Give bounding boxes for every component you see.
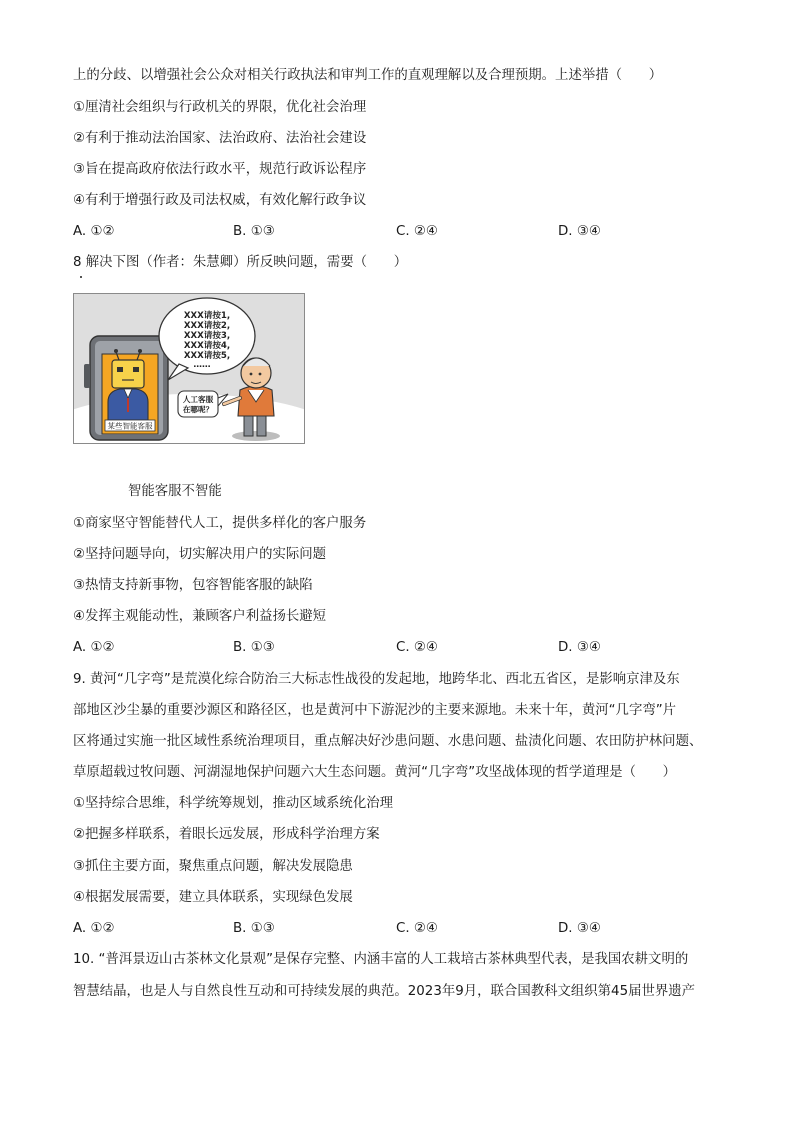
q7-item-2: ②有利于推动法治国家、法治政府、法治社会建设 xyxy=(73,131,367,146)
stray-mark xyxy=(80,276,82,278)
q9-item-2: ②把握多样联系，着眼长远发展，形成科学治理方案 xyxy=(73,827,380,842)
cartoon-illustration xyxy=(74,294,304,443)
q10-stem-line-1: 10. “普洱景迈山古茶林文化景观”是保存完整、内涵丰富的人工栽培古茶林典型代表，是我国农耕文明的 xyxy=(73,952,689,967)
q8-item-2: ②坚持问题导向，切实解决用户的实际问题 xyxy=(73,547,327,562)
bubble-line-4: XXX请按4, xyxy=(183,341,231,351)
q7-item-4: ④有利于增强行政及司法权威，有效化解行政争议 xyxy=(73,193,367,208)
sign-text: 某些智能客服 xyxy=(107,421,153,431)
q8-option-b: B. ①③ xyxy=(233,640,275,655)
figure-caption: 智能客服不智能 xyxy=(128,484,222,499)
q9-item-4: ④根据发展需要，建立具体联系，实现绿色发展 xyxy=(73,890,353,905)
q8-item-1: ①商家坚守智能替代人工，提供多样化的客户服务 xyxy=(73,516,367,531)
q9-stem-line-3: 区将通过实施一批区域性系统治理项目，重点解决好沙患问题、水患问题、盐渍化问题、农田防护林问题、 xyxy=(73,734,703,749)
q7-options xyxy=(73,222,733,242)
speech-line-2: 在哪呢？ xyxy=(182,405,214,414)
bubble-line-1: XXX请按1, xyxy=(183,311,231,321)
bubble-line-5: XXX请按5, xyxy=(183,351,231,361)
q8-stem: 8 解决下图（作者：朱慧卿）所反映问题，需要（ ） xyxy=(73,255,408,270)
bubble-line-3: XXX请按3, xyxy=(183,331,231,341)
bubble-line-2: XXX请按2, xyxy=(183,321,231,331)
q7-item-3: ③旨在提高政府依法行政水平，规范行政诉讼程序 xyxy=(73,162,367,177)
q9-stem-line-2: 部地区沙尘暴的重要沙源区和路径区，也是黄河中下游泥沙的主要来源地。未来十年，黄河“几字弯”片 xyxy=(73,703,677,718)
q8-options xyxy=(73,638,733,658)
robot-agent-icon xyxy=(108,349,148,420)
q7-option-a: A. ①② xyxy=(73,224,115,239)
q7-stem-tail: 上的分歧、以增强社会公众对相关行政执法和审判工作的直观理解以及合理预期。上述举措（ ） xyxy=(73,68,663,83)
q9-option-b: B. ①③ xyxy=(233,921,275,936)
smartphone-icon xyxy=(84,336,168,440)
q9-item-3: ③抓住主要方面，聚焦重点问题，解决发展隐患 xyxy=(73,859,353,874)
q8-option-c: C. ②④ xyxy=(396,640,438,655)
q9-options xyxy=(73,919,733,939)
speech-line-1: 人工客服 xyxy=(182,395,214,404)
q8-item-4: ④发挥主观能动性，兼顾客户利益扬长避短 xyxy=(73,609,327,624)
q9-option-c: C. ②④ xyxy=(396,921,438,936)
q9-stem-line-4: 草原超载过牧问题、河湖湿地保护问题六大生态问题。黄河“几字弯”攻坚战体现的哲学道理是（ ） xyxy=(73,765,677,780)
cartoon-figure xyxy=(73,293,305,444)
bubble-line-6: …… xyxy=(193,360,211,370)
q7-option-b: B. ①③ xyxy=(233,224,275,239)
q7-option-c: C. ②④ xyxy=(396,224,438,239)
q7-item-1: ①厘清社会组织与行政机关的界限，优化社会治理 xyxy=(73,100,367,115)
q9-stem-line-1: 9. 黄河“几字弯”是荒漠化综合防治三大标志性战役的发起地，地跨华北、西北五省区，是影响京津及东 xyxy=(73,672,680,687)
q9-option-a: A. ①② xyxy=(73,921,115,936)
q8-option-d: D. ③④ xyxy=(558,640,601,655)
q9-option-d: D. ③④ xyxy=(558,921,601,936)
q7-option-d: D. ③④ xyxy=(558,224,601,239)
q8-option-a: A. ①② xyxy=(73,640,115,655)
q10-stem-line-2: 智慧结晶，也是人与自然良性互动和可持续发展的典范。2023年9月，联合国教科文组织第45届世界遗产 xyxy=(73,984,696,999)
q9-item-1: ①坚持综合思维，科学统筹规划，推动区域系统化治理 xyxy=(73,796,393,811)
q8-item-3: ③热情支持新事物，包容智能客服的缺陷 xyxy=(73,578,313,593)
